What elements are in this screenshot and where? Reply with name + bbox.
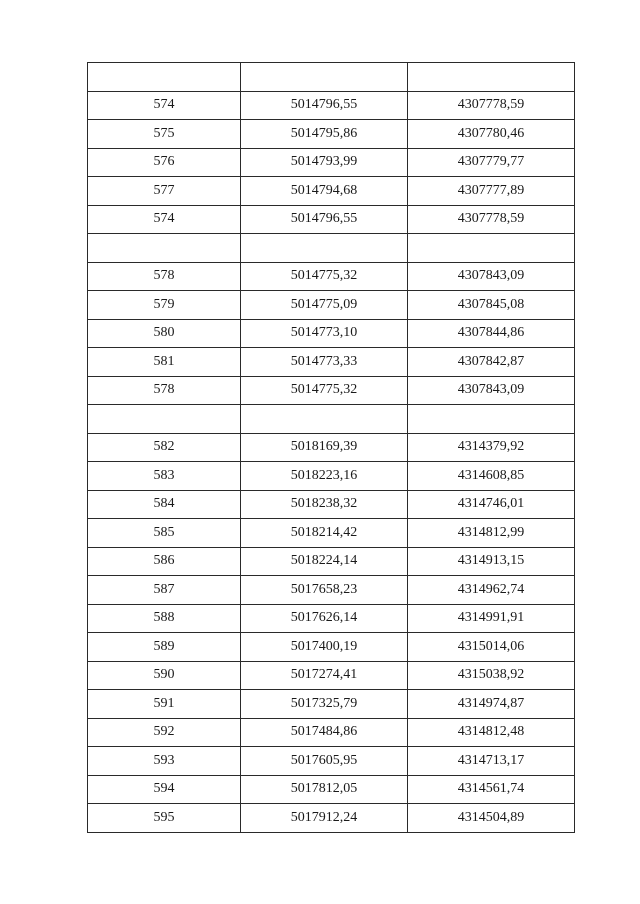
x-coordinate-cell: 5017812,05: [241, 775, 408, 804]
x-coordinate-cell: 5017626,14: [241, 604, 408, 633]
table-row: [88, 462, 575, 491]
x-coordinate-cell: 5018214,42: [241, 519, 408, 548]
x-coordinate-cell: 5014796,55: [241, 91, 408, 120]
point-number-cell: 574: [88, 205, 241, 234]
y-coordinate-cell: [408, 234, 575, 263]
x-coordinate-cell: 5014773,33: [241, 348, 408, 377]
table-row: [88, 376, 575, 405]
table-row: [88, 690, 575, 719]
table-row: [88, 576, 575, 605]
point-number-cell: [88, 234, 241, 263]
table-row: [88, 519, 575, 548]
table-row: [88, 120, 575, 149]
table-row: [88, 291, 575, 320]
table-row: [88, 91, 575, 120]
x-coordinate-cell: 5014794,68: [241, 177, 408, 206]
table-row: [88, 547, 575, 576]
point-number-cell: 589: [88, 633, 241, 662]
separator-row: [88, 405, 575, 434]
point-number-cell: 588: [88, 604, 241, 633]
point-number-cell: 584: [88, 490, 241, 519]
y-coordinate-cell: 4314379,92: [408, 433, 575, 462]
x-coordinate-cell: [241, 405, 408, 434]
x-coordinate-cell: 5018238,32: [241, 490, 408, 519]
y-coordinate-cell: [408, 63, 575, 92]
y-coordinate-cell: 4314561,74: [408, 775, 575, 804]
point-number-cell: 574: [88, 91, 241, 120]
coordinates-table-body: [88, 63, 575, 833]
point-number-cell: 578: [88, 376, 241, 405]
y-coordinate-cell: 4307842,87: [408, 348, 575, 377]
y-coordinate-cell: 4314608,85: [408, 462, 575, 491]
point-number-cell: 582: [88, 433, 241, 462]
y-coordinate-cell: 4314812,99: [408, 519, 575, 548]
y-coordinate-cell: 4307778,59: [408, 205, 575, 234]
x-coordinate-cell: 5017325,79: [241, 690, 408, 719]
x-coordinate-cell: 5014775,32: [241, 376, 408, 405]
y-coordinate-cell: 4307843,09: [408, 262, 575, 291]
x-coordinate-cell: [241, 63, 408, 92]
point-number-cell: 580: [88, 319, 241, 348]
x-coordinate-cell: 5014796,55: [241, 205, 408, 234]
x-coordinate-cell: 5018224,14: [241, 547, 408, 576]
x-coordinate-cell: 5017605,95: [241, 747, 408, 776]
separator-row: [88, 234, 575, 263]
y-coordinate-cell: 4314746,01: [408, 490, 575, 519]
table-row: [88, 661, 575, 690]
x-coordinate-cell: [241, 234, 408, 263]
table-row: [88, 348, 575, 377]
y-coordinate-cell: 4315014,06: [408, 633, 575, 662]
y-coordinate-cell: 4314974,87: [408, 690, 575, 719]
y-coordinate-cell: 4307779,77: [408, 148, 575, 177]
x-coordinate-cell: 5014795,86: [241, 120, 408, 149]
y-coordinate-cell: 4307777,89: [408, 177, 575, 206]
point-number-cell: 583: [88, 462, 241, 491]
y-coordinate-cell: 4314991,91: [408, 604, 575, 633]
y-coordinate-cell: 4307844,86: [408, 319, 575, 348]
point-number-cell: 585: [88, 519, 241, 548]
y-coordinate-cell: 4307845,08: [408, 291, 575, 320]
point-number-cell: [88, 63, 241, 92]
table-row: [88, 262, 575, 291]
point-number-cell: 586: [88, 547, 241, 576]
table-row: [88, 604, 575, 633]
table-row: [88, 205, 575, 234]
point-number-cell: 577: [88, 177, 241, 206]
x-coordinate-cell: 5017274,41: [241, 661, 408, 690]
x-coordinate-cell: 5018169,39: [241, 433, 408, 462]
point-number-cell: 576: [88, 148, 241, 177]
y-coordinate-cell: [408, 405, 575, 434]
x-coordinate-cell: 5018223,16: [241, 462, 408, 491]
point-number-cell: 590: [88, 661, 241, 690]
table-row: [88, 177, 575, 206]
point-number-cell: 592: [88, 718, 241, 747]
x-coordinate-cell: 5017658,23: [241, 576, 408, 605]
point-number-cell: 579: [88, 291, 241, 320]
x-coordinate-cell: 5017400,19: [241, 633, 408, 662]
table-row: [88, 433, 575, 462]
point-number-cell: 587: [88, 576, 241, 605]
x-coordinate-cell: 5014775,32: [241, 262, 408, 291]
y-coordinate-cell: 4314713,17: [408, 747, 575, 776]
table-row: [88, 804, 575, 833]
point-number-cell: 575: [88, 120, 241, 149]
point-number-cell: 578: [88, 262, 241, 291]
y-coordinate-cell: 4314504,89: [408, 804, 575, 833]
point-number-cell: [88, 405, 241, 434]
coordinates-table: [87, 62, 575, 833]
point-number-cell: 593: [88, 747, 241, 776]
point-number-cell: 595: [88, 804, 241, 833]
table-row: [88, 747, 575, 776]
table-row: [88, 148, 575, 177]
point-number-cell: 594: [88, 775, 241, 804]
table-row: [88, 775, 575, 804]
table-row: [88, 718, 575, 747]
x-coordinate-cell: 5017912,24: [241, 804, 408, 833]
separator-row: [88, 63, 575, 92]
y-coordinate-cell: 4307843,09: [408, 376, 575, 405]
y-coordinate-cell: 4307778,59: [408, 91, 575, 120]
table-row: [88, 633, 575, 662]
point-number-cell: 581: [88, 348, 241, 377]
x-coordinate-cell: 5014793,99: [241, 148, 408, 177]
y-coordinate-cell: 4314913,15: [408, 547, 575, 576]
y-coordinate-cell: 4315038,92: [408, 661, 575, 690]
x-coordinate-cell: 5014773,10: [241, 319, 408, 348]
y-coordinate-cell: 4314962,74: [408, 576, 575, 605]
y-coordinate-cell: 4307780,46: [408, 120, 575, 149]
table-row: [88, 490, 575, 519]
table-row: [88, 319, 575, 348]
y-coordinate-cell: 4314812,48: [408, 718, 575, 747]
x-coordinate-cell: 5014775,09: [241, 291, 408, 320]
x-coordinate-cell: 5017484,86: [241, 718, 408, 747]
point-number-cell: 591: [88, 690, 241, 719]
